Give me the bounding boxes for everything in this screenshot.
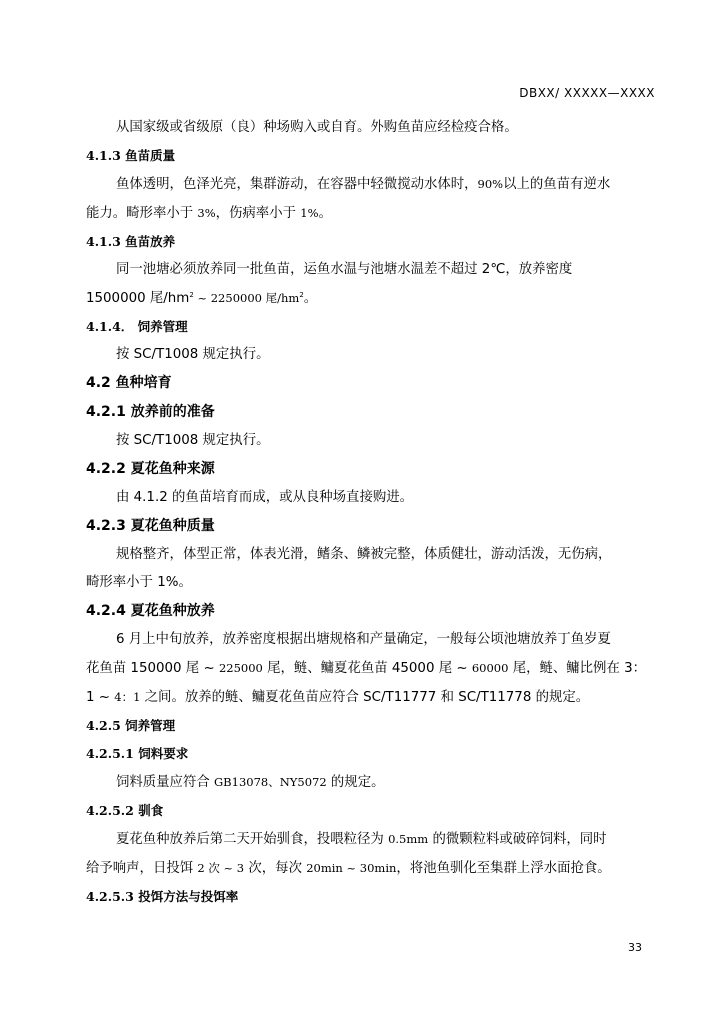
heading-4-2-1-preparation: 4.2.1 放养前的准备	[86, 404, 215, 420]
heading-4-2-5-1-feed-requirements: 4.2.5.1 饲料要求	[86, 746, 189, 761]
document-body	[86, 114, 656, 911]
paragraph-feed-quality: 饲料质量应符合 GB13078、NY5072 的规定。	[116, 775, 385, 790]
paragraph-source: 从国家级或省级原（良）种场购入或自育。外购鱼苗应经检疫合格。	[116, 120, 518, 135]
heading-4-1-4-feeding-management: 4.1.4． 饲养管理	[86, 319, 188, 334]
heading-4-2-fingerling-rearing: 4.2 鱼种培育	[86, 375, 172, 391]
heading-4-2-2-source: 4.2.2 夏花鱼种来源	[86, 461, 215, 477]
paragraph-sc-t1008-b: 按 SC/T1008 规定执行。	[116, 433, 270, 448]
heading-4-2-3-quality: 4.2.3 夏花鱼种质量	[86, 518, 215, 534]
paragraph-fry-quality-line1: 鱼体透明，色泽光亮，集群游动，在容器中轻微搅动水体时，90%以上的鱼苗有逆水	[116, 177, 611, 192]
paragraph-training-line2: 给予响声，日投饵 2 次 ~ 3 次，每次 20min ~ 30min，将池鱼驯化至集群上浮水面抢食。	[86, 861, 611, 876]
paragraph-fingerling-quality-line2: 畸形率小于 1%。	[86, 575, 192, 590]
heading-4-2-5-feeding-management: 4.2.5 饲养管理	[86, 718, 176, 733]
paragraph-sc-t1008-a: 按 SC/T1008 规定执行。	[116, 347, 270, 362]
paragraph-stocking-line2: 花鱼苗 150000 尾 ~ 225000 尾，鲢、鳙夏花鱼苗 45000 尾 ~ 60000 尾，鲢、鳙比例在 3：	[86, 661, 647, 676]
page-number: 33	[628, 941, 642, 954]
paragraph-fry-stocking-line2: 1500000 尾$/hm^2$ ~ 2250000 尾$/hm^2$。	[86, 291, 318, 306]
heading-4-1-3-fry-quality: 4.1.3 鱼苗质量	[86, 148, 176, 163]
paragraph-fry-quality-line2: 能力。畸形率小于 3%，伤病率小于 1%。	[86, 206, 332, 221]
paragraph-fingerling-quality-line1: 规格整齐，体型正常，体表光滑，鳍条、鳞被完整，体质健壮，游动活泼，无伤病，	[116, 547, 612, 562]
paragraph-stocking-line1: 6 月上中旬放养，放养密度根据出塘规格和产量确定，一般每公顷池塘放养丁鱼岁夏	[116, 632, 611, 647]
document-code: DBXX/ XXXXX—XXXX	[519, 86, 655, 100]
paragraph-training-line1: 夏花鱼种放养后第二天开始驯食，投喂粒径为 0.5mm 的微颗粒料或破碎饲料，同时	[116, 832, 607, 847]
paragraph-source-fingerling: 由 4.1.2 的鱼苗培育而成，或从良种场直接购进。	[116, 490, 414, 505]
paragraph-fry-stocking-line1: 同一池塘必须放养同一批鱼苗，运鱼水温与池塘水温差不超过 2℃，放养密度	[116, 262, 573, 277]
paragraph-stocking-line3: 1 ~ 4：1 之间。放养的鲢、鳙夏花鱼苗应符合 SC/T11777 和 SC/T11778 的规定。	[86, 690, 590, 705]
heading-4-2-5-3-feeding-method: 4.2.5.3 投饵方法与投饵率	[86, 889, 239, 904]
heading-4-2-4-stocking: 4.2.4 夏花鱼种放养	[86, 603, 215, 619]
heading-4-1-3-fry-stocking: 4.1.3 鱼苗放养	[86, 234, 176, 249]
heading-4-2-5-2-training: 4.2.5.2 驯食	[86, 803, 164, 818]
